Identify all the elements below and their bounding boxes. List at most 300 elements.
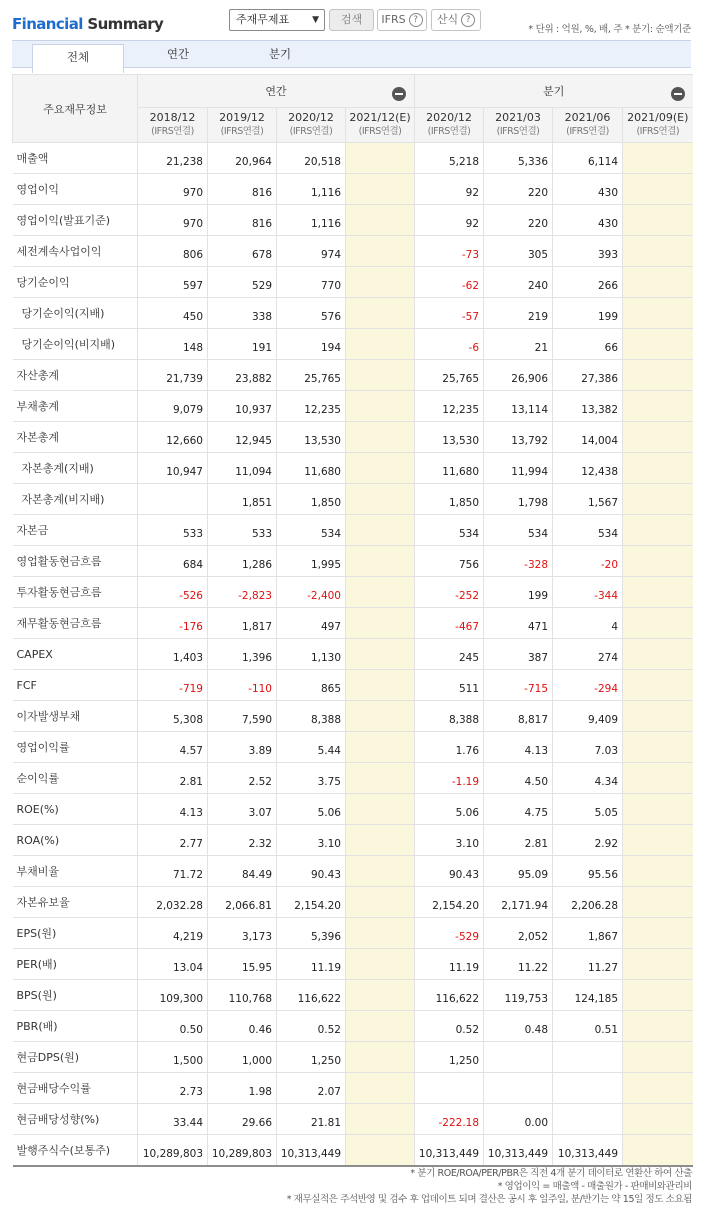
table-cell	[623, 856, 693, 887]
table-cell: -222.18	[415, 1104, 484, 1135]
table-cell: -344	[553, 577, 623, 608]
table-row	[13, 794, 693, 825]
table-cell: 4.34	[553, 763, 623, 794]
column-period: 2021/06	[564, 111, 611, 124]
row-label: 자산총계	[13, 360, 138, 391]
table-cell: 534	[277, 515, 346, 546]
table-cell: -20	[553, 546, 623, 577]
table-cell: 1.76	[415, 732, 484, 763]
table-cell: 95.09	[484, 856, 553, 887]
row-label: ROE(%)	[13, 794, 138, 825]
table-cell	[553, 1042, 623, 1073]
table-cell	[623, 763, 693, 794]
row-label: 재무활동현금흐름	[13, 608, 138, 639]
table-cell: 5,336	[484, 143, 553, 174]
table-cell	[623, 577, 693, 608]
table-cell: 1,250	[415, 1042, 484, 1073]
table-row	[13, 391, 693, 422]
row-label: 현금배당수익률	[13, 1073, 138, 1104]
row-label: 당기순이익(비지배)	[13, 329, 138, 360]
table-cell: 11,994	[484, 453, 553, 484]
table-row	[13, 608, 693, 639]
column-period: 2020/12	[426, 111, 472, 124]
table-cell	[623, 453, 693, 484]
ifrs-label: IFRS	[381, 13, 406, 26]
table-cell: 194	[277, 329, 346, 360]
table-row	[13, 856, 693, 887]
table-cell: 3,173	[208, 918, 277, 949]
table-cell: 12,945	[208, 422, 277, 453]
table-cell: 534	[553, 515, 623, 546]
table-row	[13, 453, 693, 484]
table-cell: 13,792	[484, 422, 553, 453]
table-cell	[623, 670, 693, 701]
table-cell: 7,590	[208, 701, 277, 732]
row-label: 자본총계(비지배)	[13, 484, 138, 515]
corner-label: 주요재무정보	[13, 75, 138, 143]
table-cell	[346, 546, 415, 577]
table-cell: 529	[208, 267, 277, 298]
table-cell: 0.52	[415, 1011, 484, 1042]
table-row	[13, 763, 693, 794]
table-cell: 1,995	[277, 546, 346, 577]
table-cell	[346, 1104, 415, 1135]
table-cell: 9,409	[553, 701, 623, 732]
table-cell: 5.06	[277, 794, 346, 825]
row-label: 현금배당성향(%)	[13, 1104, 138, 1135]
table-cell: 274	[553, 639, 623, 670]
table-cell: 1,817	[208, 608, 277, 639]
table-cell: 8,388	[415, 701, 484, 732]
column-header	[277, 108, 346, 143]
table-cell: 2,032.28	[138, 887, 208, 918]
table-cell: 1,130	[277, 639, 346, 670]
ifrs-help-button[interactable]	[377, 9, 427, 31]
row-label: 자본총계(지배)	[13, 453, 138, 484]
table-cell	[346, 267, 415, 298]
table-cell: 21.81	[277, 1104, 346, 1135]
table-cell: 119,753	[484, 980, 553, 1011]
table-cell: 26,906	[484, 360, 553, 391]
row-label: PBR(배)	[13, 1011, 138, 1042]
table-cell	[623, 1135, 693, 1166]
table-cell: 116,622	[415, 980, 484, 1011]
row-label: 세전계속사업이익	[13, 236, 138, 267]
table-cell: -719	[138, 670, 208, 701]
table-row	[13, 546, 693, 577]
search-button[interactable]: 검색	[329, 9, 374, 31]
table-cell	[346, 174, 415, 205]
table-cell: 148	[138, 329, 208, 360]
table-cell: 2.73	[138, 1073, 208, 1104]
table-cell	[623, 143, 693, 174]
table-cell: 2.07	[277, 1073, 346, 1104]
table-cell	[623, 887, 693, 918]
table-cell: 4.57	[138, 732, 208, 763]
table-cell: 430	[553, 174, 623, 205]
table-cell	[346, 298, 415, 329]
table-cell: 12,235	[277, 391, 346, 422]
table-row	[13, 980, 693, 1011]
table-cell: 806	[138, 236, 208, 267]
table-cell: 12,660	[138, 422, 208, 453]
table-cell: 11,094	[208, 453, 277, 484]
table-cell: -176	[138, 608, 208, 639]
table-cell: 770	[277, 267, 346, 298]
table-cell: -467	[415, 608, 484, 639]
table-cell	[623, 608, 693, 639]
table-cell: 2,154.20	[277, 887, 346, 918]
table-cell: 29.66	[208, 1104, 277, 1135]
table-cell: 10,937	[208, 391, 277, 422]
table-cell: -110	[208, 670, 277, 701]
table-cell: 71.72	[138, 856, 208, 887]
table-cell: -529	[415, 918, 484, 949]
table-cell	[484, 1042, 553, 1073]
table-cell	[623, 174, 693, 205]
table-cell: 0.51	[553, 1011, 623, 1042]
statement-select[interactable]	[229, 9, 325, 31]
table-cell: 1,116	[277, 174, 346, 205]
table-cell: 4	[553, 608, 623, 639]
table-cell: 11.22	[484, 949, 553, 980]
table-cell: 219	[484, 298, 553, 329]
collapse-icon[interactable]	[671, 87, 685, 101]
tab-quarter[interactable]: 분기	[268, 47, 292, 61]
table-cell	[346, 391, 415, 422]
table-cell: -328	[484, 546, 553, 577]
table-cell: 4.75	[484, 794, 553, 825]
table-cell: 199	[553, 298, 623, 329]
table-cell: 25,765	[277, 360, 346, 391]
column-header	[553, 108, 623, 143]
table-cell: 3.07	[208, 794, 277, 825]
table-cell: 11,680	[277, 453, 346, 484]
table-cell	[553, 1073, 623, 1104]
table-cell: -252	[415, 577, 484, 608]
table-cell: 11.27	[553, 949, 623, 980]
table-row	[13, 1073, 693, 1104]
table-cell: 21,739	[138, 360, 208, 391]
table-cell: 20,964	[208, 143, 277, 174]
column-period: 2021/12(E)	[349, 111, 411, 124]
table-cell	[346, 484, 415, 515]
table-cell: 3.89	[208, 732, 277, 763]
table-cell	[346, 422, 415, 453]
table-cell	[623, 391, 693, 422]
table-row	[13, 515, 693, 546]
table-row	[13, 1135, 693, 1166]
table-row	[13, 825, 693, 856]
table-cell: 11.19	[415, 949, 484, 980]
table-cell: 2,206.28	[553, 887, 623, 918]
table-cell: 13.04	[138, 949, 208, 980]
table-cell: 5,218	[415, 143, 484, 174]
table-cell: 66	[553, 329, 623, 360]
table-row	[13, 422, 693, 453]
table-row	[13, 236, 693, 267]
table-row	[13, 1104, 693, 1135]
column-basis: (IFRS연결)	[566, 126, 609, 137]
table-cell: 21,238	[138, 143, 208, 174]
table-cell: 220	[484, 174, 553, 205]
row-label: BPS(원)	[13, 980, 138, 1011]
quarter-header	[415, 75, 693, 108]
table-cell	[138, 484, 208, 515]
table-cell: 3.10	[277, 825, 346, 856]
table-cell: 10,313,449	[553, 1135, 623, 1166]
table-cell	[623, 639, 693, 670]
column-header	[138, 108, 208, 143]
row-label: 영업이익률	[13, 732, 138, 763]
table-cell: 266	[553, 267, 623, 298]
table-cell: 12,235	[415, 391, 484, 422]
table-cell	[623, 329, 693, 360]
table-cell: 90.43	[277, 856, 346, 887]
column-period: 2021/03	[495, 111, 541, 124]
table-row	[13, 174, 693, 205]
table-row	[13, 949, 693, 980]
table-cell	[623, 515, 693, 546]
table-cell	[553, 1104, 623, 1135]
table-cell	[623, 918, 693, 949]
row-label: 영업이익(발표기준)	[13, 205, 138, 236]
table-cell	[346, 1073, 415, 1104]
table-cell: 1,000	[208, 1042, 277, 1073]
table-cell: 1,500	[138, 1042, 208, 1073]
table-row	[13, 887, 693, 918]
brand-word-2: Summary	[87, 15, 164, 33]
table-cell	[346, 453, 415, 484]
column-basis: (IFRS연결)	[427, 126, 471, 137]
table-cell: 10,313,449	[484, 1135, 553, 1166]
table-row	[13, 143, 693, 174]
row-label: 순이익률	[13, 763, 138, 794]
table-cell: 12,438	[553, 453, 623, 484]
table-cell: 2,171.94	[484, 887, 553, 918]
table-cell: 10,313,449	[277, 1135, 346, 1166]
table-cell: 109,300	[138, 980, 208, 1011]
column-header	[484, 108, 553, 143]
table-cell	[346, 1135, 415, 1166]
table-cell: 2,066.81	[208, 887, 277, 918]
table-row	[13, 577, 693, 608]
table-cell: 1,850	[277, 484, 346, 515]
table-cell: 1.98	[208, 1073, 277, 1104]
row-label: 투자활동현금흐름	[13, 577, 138, 608]
collapse-icon[interactable]	[392, 87, 406, 101]
table-cell: 11.19	[277, 949, 346, 980]
question-icon: ?	[461, 13, 475, 27]
table-cell: 387	[484, 639, 553, 670]
table-row	[13, 639, 693, 670]
table-cell: 471	[484, 608, 553, 639]
table-cell: 13,382	[553, 391, 623, 422]
table-cell: 23,882	[208, 360, 277, 391]
table-cell: 865	[277, 670, 346, 701]
table-cell: 15.95	[208, 949, 277, 980]
row-label: EPS(원)	[13, 918, 138, 949]
table-cell	[623, 298, 693, 329]
table-cell	[346, 732, 415, 763]
table-cell: 10,947	[138, 453, 208, 484]
row-label: FCF	[13, 670, 138, 701]
table-cell: 10,313,449	[415, 1135, 484, 1166]
table-cell	[346, 577, 415, 608]
table-cell: 10,289,803	[208, 1135, 277, 1166]
table-cell: 13,530	[415, 422, 484, 453]
table-cell: 534	[415, 515, 484, 546]
table-row	[13, 484, 693, 515]
table-row	[13, 918, 693, 949]
table-cell	[346, 360, 415, 391]
table-cell: 5.06	[415, 794, 484, 825]
row-label: 부채총계	[13, 391, 138, 422]
table-cell: 84.49	[208, 856, 277, 887]
table-cell: 2,154.20	[415, 887, 484, 918]
table-cell: 678	[208, 236, 277, 267]
row-label: 자본금	[13, 515, 138, 546]
table-cell: 756	[415, 546, 484, 577]
table-cell: 20,518	[277, 143, 346, 174]
table-cell: 124,185	[553, 980, 623, 1011]
table-cell: 90.43	[415, 856, 484, 887]
table-cell: 2.32	[208, 825, 277, 856]
table-cell: -62	[415, 267, 484, 298]
column-basis: (IFRS연결)	[151, 126, 194, 137]
table-cell	[346, 918, 415, 949]
table-cell: 1,867	[553, 918, 623, 949]
table-cell: 1,116	[277, 205, 346, 236]
table-cell: 1,567	[553, 484, 623, 515]
question-icon: ?	[409, 13, 423, 27]
column-basis: (IFRS연결)	[496, 126, 540, 137]
table-cell: -1.19	[415, 763, 484, 794]
column-period: 2019/12	[219, 111, 265, 124]
table-cell: -57	[415, 298, 484, 329]
table-cell	[623, 546, 693, 577]
column-basis: (IFRS연결)	[220, 126, 264, 137]
table-cell: 816	[208, 205, 277, 236]
table-cell: 13,530	[277, 422, 346, 453]
table-row	[13, 732, 693, 763]
table-cell: 3.75	[277, 763, 346, 794]
table-cell: 534	[484, 515, 553, 546]
footnote: * 영업이익 = 매출액 - 매출원가 - 판매비와관리비	[497, 1181, 692, 1192]
table-cell: 110,768	[208, 980, 277, 1011]
financial-summary-table	[12, 74, 693, 1167]
table-cell: 511	[415, 670, 484, 701]
table-cell: 199	[484, 577, 553, 608]
table-cell: 0.00	[484, 1104, 553, 1135]
table-cell: 33.44	[138, 1104, 208, 1135]
table-cell: 92	[415, 205, 484, 236]
table-cell: 2,052	[484, 918, 553, 949]
table-cell: 974	[277, 236, 346, 267]
brand-word-1: Financial	[12, 15, 83, 33]
column-period: 2018/12	[149, 111, 196, 124]
table-cell	[346, 763, 415, 794]
column-basis: (IFRS연결)	[358, 126, 402, 137]
row-label: CAPEX	[13, 639, 138, 670]
table-row	[13, 329, 693, 360]
table-cell: 6,114	[553, 143, 623, 174]
tab-annual[interactable]: 연간	[166, 47, 190, 61]
row-label: 자본유보율	[13, 887, 138, 918]
table-row	[13, 701, 693, 732]
table-cell	[623, 236, 693, 267]
table-cell	[346, 949, 415, 980]
footnote: * 분기 ROE/ROA/PER/PBR은 직전 4개 분기 데이터로 연환산 하여 산출	[410, 1168, 692, 1179]
table-row	[13, 298, 693, 329]
row-label: 영업이익	[13, 174, 138, 205]
row-label: 당기순이익(지배)	[13, 298, 138, 329]
table-row	[13, 205, 693, 236]
table-cell: 4.13	[484, 732, 553, 763]
table-cell	[346, 236, 415, 267]
table-cell: 2.77	[138, 825, 208, 856]
row-label: 현금DPS(원)	[13, 1042, 138, 1073]
table-cell: 1,286	[208, 546, 277, 577]
table-cell: 684	[138, 546, 208, 577]
table-cell: 5.44	[277, 732, 346, 763]
row-label: 발행주식수(보통주)	[13, 1135, 138, 1166]
table-cell: 2.81	[484, 825, 553, 856]
annual-header-label: 연간	[265, 85, 287, 98]
table-cell	[346, 329, 415, 360]
formula-help-button[interactable]	[431, 9, 481, 31]
table-cell	[484, 1073, 553, 1104]
table-cell	[346, 205, 415, 236]
table-cell: 970	[138, 174, 208, 205]
table-cell	[623, 1042, 693, 1073]
table-cell: 27,386	[553, 360, 623, 391]
table-cell: 116,622	[277, 980, 346, 1011]
table-cell: 5,396	[277, 918, 346, 949]
table-cell: -715	[484, 670, 553, 701]
tab-all[interactable]: 전체	[32, 44, 124, 73]
table-cell	[346, 143, 415, 174]
table-cell: 2.81	[138, 763, 208, 794]
table-cell	[346, 1042, 415, 1073]
table-cell: 7.03	[553, 732, 623, 763]
table-cell: 14,004	[553, 422, 623, 453]
row-label: ROA(%)	[13, 825, 138, 856]
table-cell: 305	[484, 236, 553, 267]
table-cell	[623, 360, 693, 391]
column-header	[346, 108, 415, 143]
table-cell: -73	[415, 236, 484, 267]
table-cell	[346, 515, 415, 546]
table-cell: 13,114	[484, 391, 553, 422]
table-cell: 10,289,803	[138, 1135, 208, 1166]
page-title	[12, 15, 163, 33]
table-row	[13, 1042, 693, 1073]
units-note: * 단위 : 억원, %, 배, 주 * 분기: 순액기준	[528, 24, 691, 35]
table-row	[13, 360, 693, 391]
table-cell: 5,308	[138, 701, 208, 732]
table-cell	[346, 639, 415, 670]
annual-header	[138, 75, 415, 108]
table-cell: 430	[553, 205, 623, 236]
table-cell: -526	[138, 577, 208, 608]
table-cell: -6	[415, 329, 484, 360]
table-cell: 0.52	[277, 1011, 346, 1042]
quarter-header-label: 분기	[543, 85, 565, 98]
row-label: 이자발생부채	[13, 701, 138, 732]
table-cell	[623, 422, 693, 453]
table-cell: 5.05	[553, 794, 623, 825]
